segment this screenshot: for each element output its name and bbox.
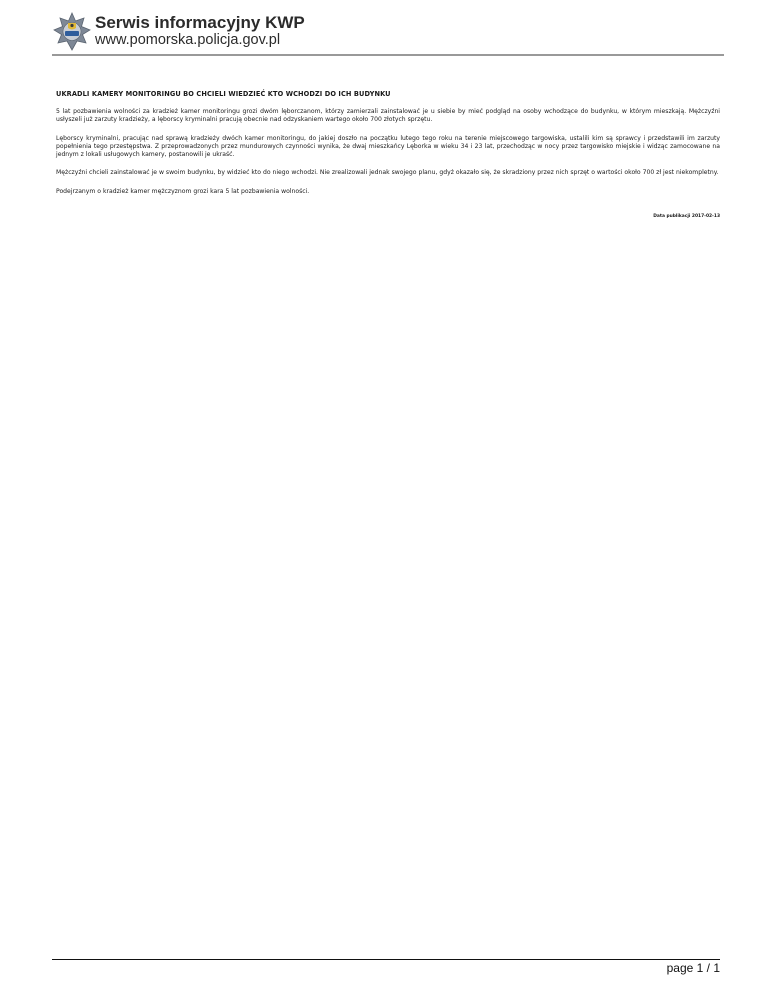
article-title: UKRADLI KAMERY MONITORINGU BO CHCIELI WIEDZIEĆ KTO WCHODZI DO ICH BUDYNKU [56,90,391,98]
page-header [52,12,724,52]
article-paragraph: 5 lat pozbawienia wolności za kradzież kamer monitoringu grozi dwóm lęborczanom, którzy zamierzali zainstalować je u siebie by mieć podgląd na osoby wchodzące do budynku, w którym mieszkają. Mężczyźni usłyszeli już zarzuty kradzieży, a lęborscy kryminalni pracują obecnie nad odzyskaniem wartego około 700 złotych sprzętu. [56,108,720,124]
article-paragraph: Lęborscy kryminalni, pracując nad sprawą kradzieży dwóch kamer monitoringu, do jakiej doszło na początku lutego tego roku na terenie miejscowego targowiska, ustalili kim są sprawcy i przedstawili im zarzuty popełnienia tego przestępstwa. Z przeprowadzonych przez mundurowych czynności wynika, że dwaj mieszkańcy Lęborka w wieku 34 i 23 lat, przechodząc w nocy przez targowisko miejskie i widząc zamocowane na jednym z lokali usługowych kamery, postanowili je ukraść. [56,134,720,159]
police-star-badge-icon [52,12,92,52]
site-url: www.pomorska.policja.gov.pl [95,32,281,48]
publication-date: Data publikacji 2017-02-13 [653,214,720,219]
article [56,90,720,206]
site-title: Serwis informacyjny KWP [95,13,305,32]
header-divider [52,54,724,56]
footer-divider [52,959,720,960]
article-paragraph: Mężczyźni chcieli zainstalować je w swoim budynku, by widzieć kto do niego wchodzi. Nie zrealizowali jednak swojego planu, gdyż okazało się, że skradziony przez nich sprzęt o wartości około 700 zł jest niekompletny. [56,169,719,177]
article-paragraph: Podejrzanym o kradzież kamer mężczyznom grozi kara 5 lat pozbawienia wolności. [56,187,310,195]
page-number: page 1 / 1 [666,961,720,975]
